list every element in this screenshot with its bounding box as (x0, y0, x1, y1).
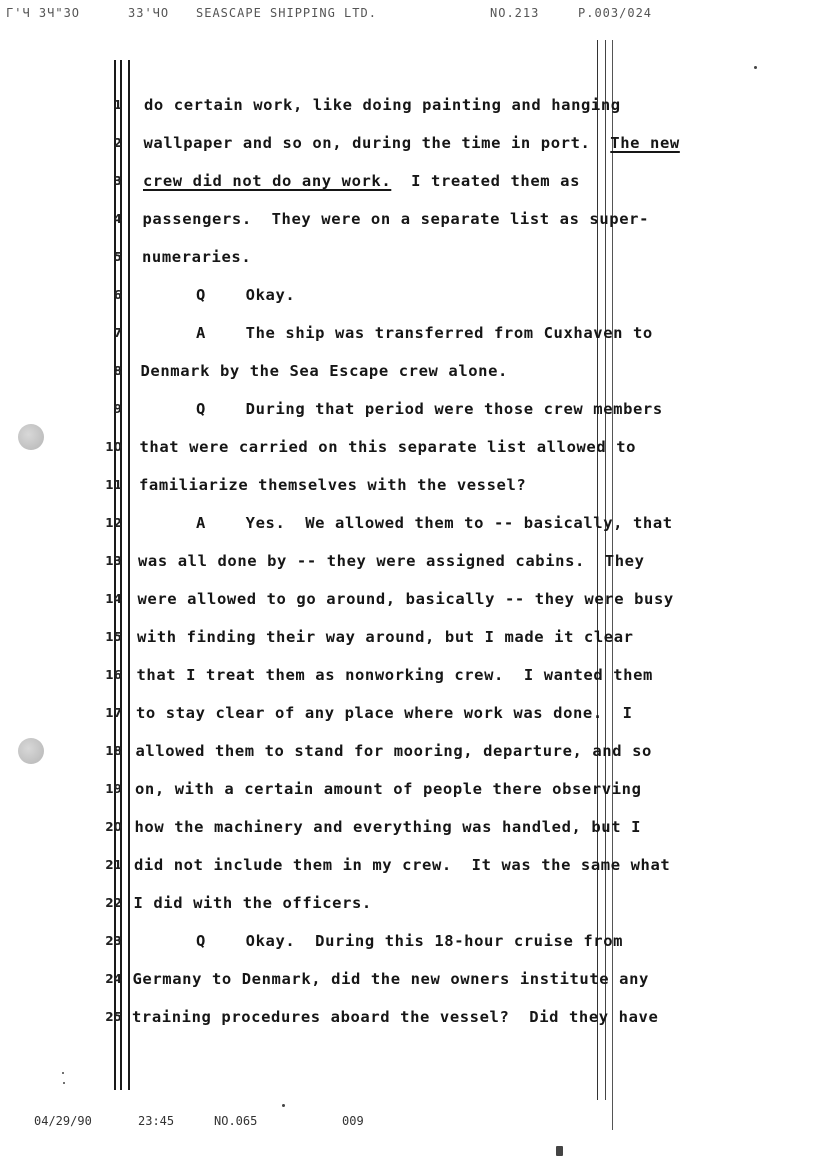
transcript-line: training procedures aboard the vessel? Did they have (132, 1008, 659, 1026)
line-number: 20 (105, 820, 122, 834)
line-number: 13 (105, 554, 122, 568)
fax-header (0, 6, 828, 24)
line-number: 21 (105, 858, 122, 872)
transcript-line: Q During that period were those crew members (196, 400, 663, 418)
transcript-line (144, 134, 680, 152)
line-number: 17 (105, 706, 122, 720)
speck (282, 1104, 285, 1107)
line-number: 5 (113, 250, 122, 264)
line-number: 12 (105, 516, 122, 530)
underlined-text: The new (610, 134, 680, 152)
fax-header-fragment: P.003/024 (578, 6, 653, 20)
line-number: 16 (105, 668, 122, 682)
line-text: I treated them as (391, 172, 581, 190)
hole-punch (18, 424, 44, 450)
transcript-line: Denmark by the Sea Escape crew alone. (140, 362, 508, 380)
transcript-line: A Yes. We allowed them to -- basically, that (196, 514, 673, 532)
transcript-line (143, 172, 580, 190)
line-number: 24 (105, 972, 122, 986)
transcript-line: was all done by -- they were assigned cabins. They (138, 552, 645, 570)
transcript-line: Q Okay. During this 18-hour cruise from (196, 932, 624, 950)
speck (754, 66, 757, 69)
transcript-line: were allowed to go around, basically -- they were busy (137, 590, 674, 608)
line-number: 6 (113, 288, 122, 302)
speck (62, 1072, 64, 1074)
speck (556, 1146, 563, 1156)
footer-number: NO.065 (214, 1114, 258, 1128)
transcript-line: to stay clear of any place where work was done. I (136, 704, 633, 722)
line-number: 3 (113, 174, 122, 188)
fax-header-fragment: ЗЗ'ЧО (128, 6, 170, 20)
line-number: 22 (105, 896, 122, 910)
scan-artifact-line (612, 40, 613, 1130)
margin-rule (128, 60, 130, 1090)
transcript-line: numeraries. (142, 248, 252, 266)
footer-date: 04/29/90 (34, 1114, 92, 1128)
line-number: 1 (113, 98, 122, 112)
fax-header-fragment: SEASCAPE SHIPPING LTD. (196, 6, 377, 20)
transcript-line: that I treat them as nonworking crew. I wanted them (136, 666, 653, 684)
transcript-line: passengers. They were on a separate list as super- (142, 210, 650, 228)
line-number: 2 (113, 136, 122, 150)
transcript-line: on, with a certain amount of people there observing (135, 780, 642, 798)
transcript-line: with finding their way around, but I made it clear (137, 628, 634, 646)
hole-punch (18, 738, 44, 764)
line-text: wallpaper and so on, during the time in port. (143, 134, 611, 152)
line-number: 19 (105, 782, 122, 796)
speck (63, 1082, 65, 1084)
line-number: 4 (113, 212, 122, 226)
line-number: 18 (105, 744, 122, 758)
transcript-line: I did with the officers. (133, 894, 372, 912)
transcript-line: how the machinery and everything was handled, but I (134, 818, 642, 836)
line-number: 7 (113, 326, 122, 340)
footer-page: 009 (342, 1114, 364, 1128)
line-number: 25 (105, 1010, 122, 1024)
transcript-line: that were carried on this separate list allowed to (139, 438, 637, 456)
footer-time: 23:45 (138, 1114, 175, 1128)
transcript-line: Germany to Denmark, did the new owners institute any (132, 970, 649, 988)
line-number: 9 (113, 402, 122, 416)
line-number: 8 (113, 364, 122, 378)
underlined-text: crew did not do any work. (143, 172, 392, 190)
line-number: 11 (105, 478, 122, 492)
line-number: 23 (105, 934, 122, 948)
fax-header-fragment: NO.213 (490, 6, 540, 20)
line-number: 14 (105, 592, 122, 606)
transcript-line: familiarize themselves with the vessel? (139, 476, 527, 494)
line-number: 10 (105, 440, 122, 454)
fax-header-fragment: Г'Ч ЗЧ"ЗО (6, 6, 81, 20)
transcript-line: do certain work, like doing painting and hanging (144, 96, 621, 114)
transcript-line: Q Okay. (196, 286, 296, 304)
transcript-line: allowed them to stand for mooring, departure, and so (135, 742, 652, 760)
transcript-line: A The ship was transferred from Cuxhaven to (196, 324, 653, 342)
line-number: 15 (105, 630, 122, 644)
transcript-line: did not include them in my crew. It was the same what (134, 856, 671, 874)
